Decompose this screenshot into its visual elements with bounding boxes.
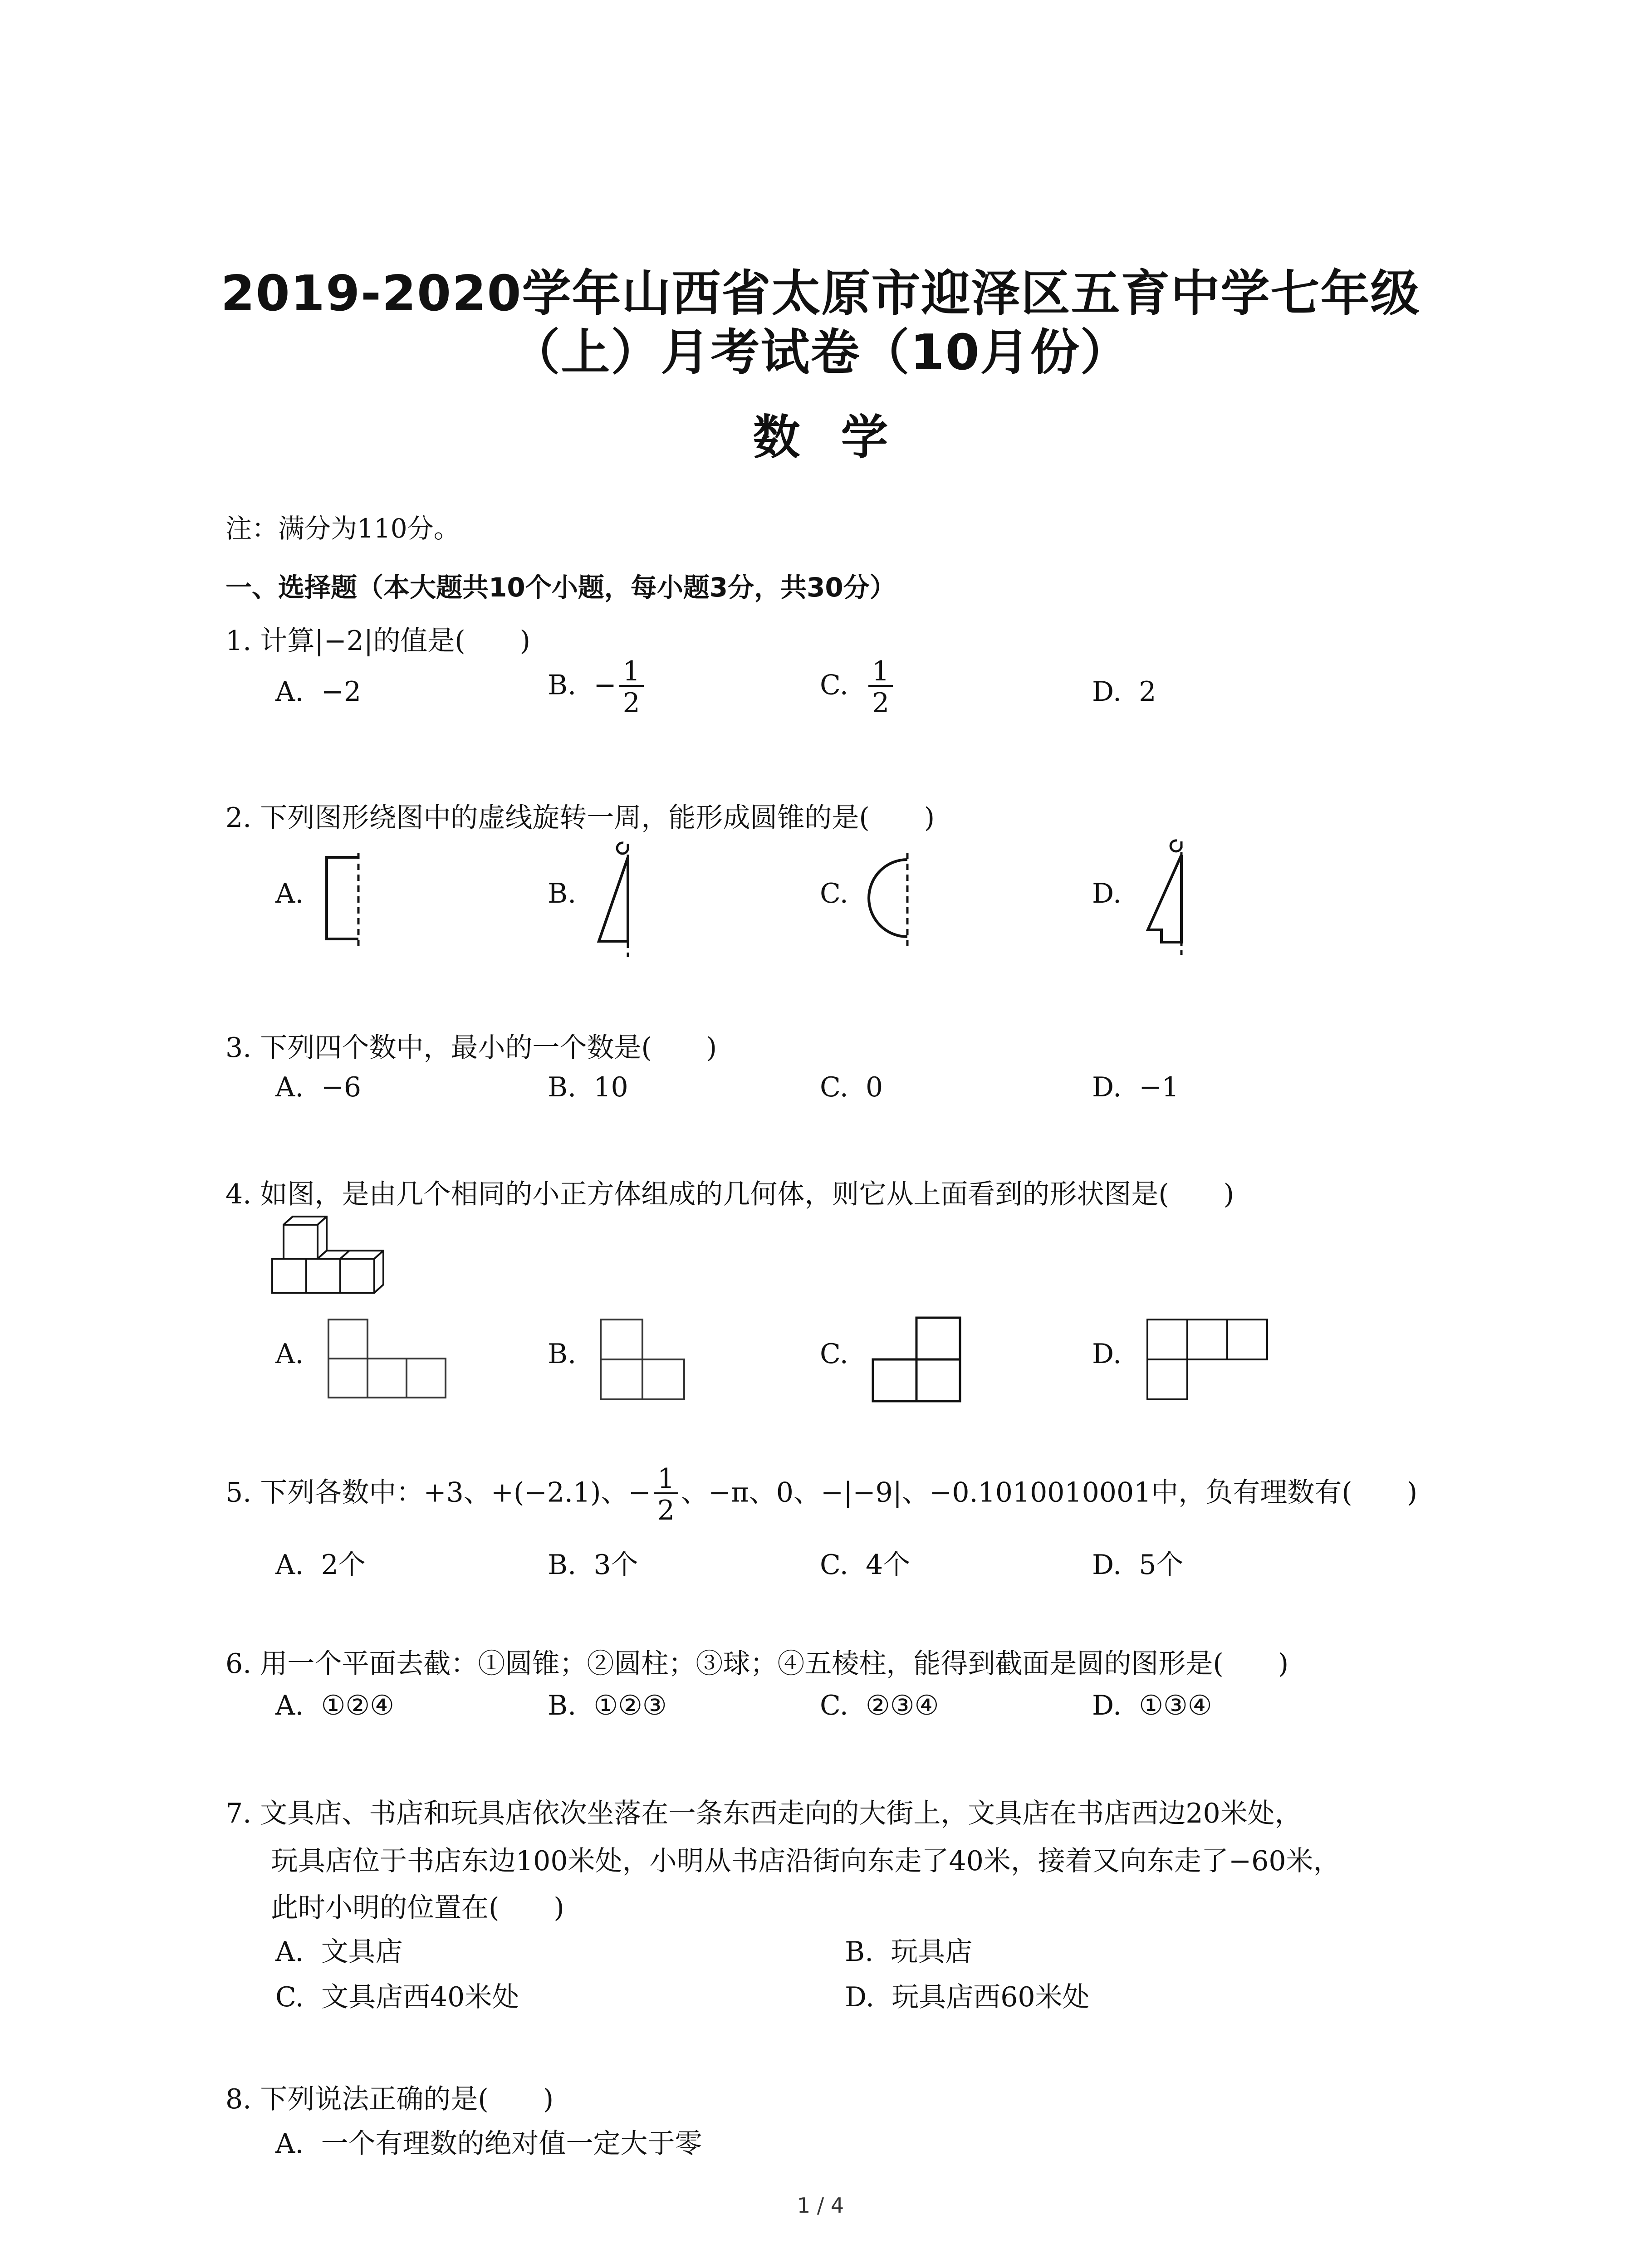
q7-option-d[interactable] — [845, 1975, 1090, 2014]
question-7-stem-line2: 玩具店位于书店东边100米处，小明从书店沿街向东走了40米，接着又向东走了−60米， — [271, 1845, 1341, 1877]
q1-option-b[interactable] — [548, 655, 647, 719]
q7-option-b[interactable] — [845, 1930, 972, 1969]
denominator: 2 — [657, 1495, 675, 1526]
option-letter: C. — [820, 1690, 848, 1721]
q6-option-d[interactable] — [1092, 1690, 1212, 1721]
q5-option-c[interactable] — [820, 1543, 910, 1582]
score-note: 注：满分为110分。 — [225, 513, 460, 544]
option-letter: A. — [275, 676, 304, 708]
option-text: ①③④ — [1139, 1690, 1212, 1721]
q4-option-a-label[interactable]: A. — [275, 1338, 304, 1370]
q2-figure-c-semicircle — [862, 853, 916, 962]
question-8-stem: 8. 下列说法正确的是( ) — [225, 2083, 554, 2115]
q5-option-a[interactable] — [275, 1543, 366, 1582]
option-text: ①②③ — [593, 1690, 667, 1721]
q4-option-b-label[interactable]: B. — [548, 1338, 577, 1370]
q3-option-b[interactable] — [548, 1071, 628, 1103]
numerator: 1 — [868, 658, 893, 687]
option-text: 文具店西40米处 — [321, 1981, 519, 2013]
numerator: 1 — [654, 1465, 678, 1494]
q1-option-c[interactable] — [820, 655, 896, 719]
question-1-stem: 1. 计算|−2|的值是( ) — [225, 625, 531, 657]
q2-option-c-label[interactable]: C. — [820, 878, 848, 909]
question-3-stem: 3. 下列四个数中，最小的一个数是( ) — [225, 1032, 717, 1064]
q2-figure-a-rectangle — [318, 853, 372, 962]
q7-option-a[interactable] — [275, 1930, 403, 1969]
option-text: 一个有理数的绝对值一定大于零 — [321, 2128, 702, 2160]
option-letter: B. — [548, 1071, 577, 1103]
denominator: 2 — [622, 687, 640, 719]
q2-option-d-label[interactable]: D. — [1092, 878, 1122, 909]
q1-option-a[interactable] — [275, 676, 361, 708]
option-text: 玩具店西60米处 — [892, 1981, 1090, 2013]
exam-title-line1: 2019-2020学年山西省太原市迎泽区五育中学七年级 — [220, 265, 1421, 322]
question-2-stem: 2. 下列图形绕图中的虚线旋转一周，能形成圆锥的是( ) — [225, 802, 935, 834]
option-letter: B. — [548, 669, 577, 701]
option-text: 玩具店 — [891, 1936, 973, 1968]
option-letter: D. — [845, 1981, 875, 2013]
q6-option-a[interactable] — [275, 1690, 394, 1721]
option-text: 0 — [866, 1071, 883, 1103]
option-letter: B. — [548, 1690, 577, 1721]
option-text: ②③④ — [866, 1690, 939, 1721]
question-7-stem-line3: 此时小明的位置在( ) — [271, 1892, 564, 1924]
option-letter: D. — [1092, 676, 1122, 708]
option-letter: D. — [1092, 1549, 1122, 1581]
q5-stem-prefix: 5. 下列各数中：+3、+(−2.1)、− — [225, 1476, 651, 1509]
subject-title: 数学 — [753, 410, 929, 465]
option-letter: C. — [820, 1071, 848, 1103]
q1-option-d[interactable] — [1092, 676, 1156, 708]
option-text: 4个 — [866, 1549, 911, 1581]
option-sign: − — [593, 669, 617, 701]
q4-option-d-label[interactable]: D. — [1092, 1338, 1122, 1370]
question-7-stem-line1: 7. 文具店、书店和玩具店依次坐落在一条东西走向的大街上，文具店在书店西边20米处， — [225, 1798, 1302, 1829]
option-letter: B. — [548, 1549, 577, 1581]
q3-option-c[interactable] — [820, 1071, 883, 1103]
q4-figure-b-squares — [599, 1318, 690, 1404]
q4-figure-d-squares — [1146, 1313, 1277, 1404]
q5-option-d[interactable] — [1092, 1543, 1183, 1582]
question-4-stem: 4. 如图，是由几个相同的小正方体组成的几何体，则它从上面看到的形状图是( ) — [225, 1178, 1234, 1210]
numerator: 1 — [619, 658, 644, 687]
option-text: 2 — [1139, 676, 1156, 708]
q4-cube-solid-figure — [270, 1211, 415, 1315]
q6-option-c[interactable] — [820, 1690, 939, 1721]
fraction — [619, 655, 644, 719]
q6-option-b[interactable] — [548, 1690, 667, 1721]
option-letter: B. — [845, 1936, 874, 1968]
q7-option-c[interactable] — [275, 1975, 519, 2014]
option-text: ①②④ — [321, 1690, 394, 1721]
question-5-stem — [225, 1465, 1417, 1524]
denominator: 2 — [872, 687, 890, 719]
option-text: −6 — [321, 1071, 362, 1103]
option-letter: D. — [1092, 1690, 1122, 1721]
q3-option-d[interactable] — [1092, 1071, 1179, 1103]
option-letter: A. — [275, 1690, 304, 1721]
q5-option-b[interactable] — [548, 1543, 638, 1582]
q4-figure-a-squares — [327, 1318, 449, 1404]
option-text: 5个 — [1139, 1549, 1184, 1581]
question-6-stem: 6. 用一个平面去截：①圆锥；②圆柱；③球；④五棱柱，能得到截面是圆的图形是( ) — [225, 1648, 1289, 1680]
option-letter: A. — [275, 1071, 304, 1103]
q2-option-a-label[interactable]: A. — [275, 878, 304, 909]
q2-figure-d-trapezoid — [1139, 837, 1202, 964]
q2-figure-b-triangle — [590, 839, 644, 966]
section-heading: 一、选择题（本大题共10个小题，每小题3分，共30分） — [225, 572, 896, 603]
option-text: 文具店 — [321, 1936, 403, 1968]
option-text: −2 — [321, 676, 362, 708]
page-number: 1 / 4 — [797, 2193, 844, 2218]
option-text: 10 — [593, 1071, 628, 1103]
option-letter: C. — [275, 1981, 304, 2013]
fraction — [654, 1465, 678, 1524]
q3-option-a[interactable] — [275, 1071, 361, 1103]
fraction — [868, 655, 893, 719]
option-letter: C. — [820, 1549, 848, 1581]
option-letter: A. — [275, 2128, 304, 2160]
option-text: −1 — [1139, 1071, 1179, 1103]
q2-option-b-label[interactable]: B. — [548, 878, 577, 909]
option-text: 2个 — [321, 1549, 366, 1581]
exam-title-line2: （上）月考试卷（10月份） — [511, 324, 1130, 381]
q4-option-c-label[interactable]: C. — [820, 1338, 848, 1370]
option-letter: A. — [275, 1936, 304, 1968]
option-text: 3个 — [593, 1549, 638, 1581]
option-letter: C. — [820, 669, 848, 701]
option-letter: A. — [275, 1549, 304, 1581]
option-letter: D. — [1092, 1071, 1122, 1103]
q5-stem-suffix: 、−π、0、−|−9|、−0.1010010001中，负有理数有( ) — [681, 1476, 1418, 1509]
q8-option-a[interactable] — [275, 2122, 702, 2161]
q4-figure-c-squares — [871, 1315, 966, 1404]
